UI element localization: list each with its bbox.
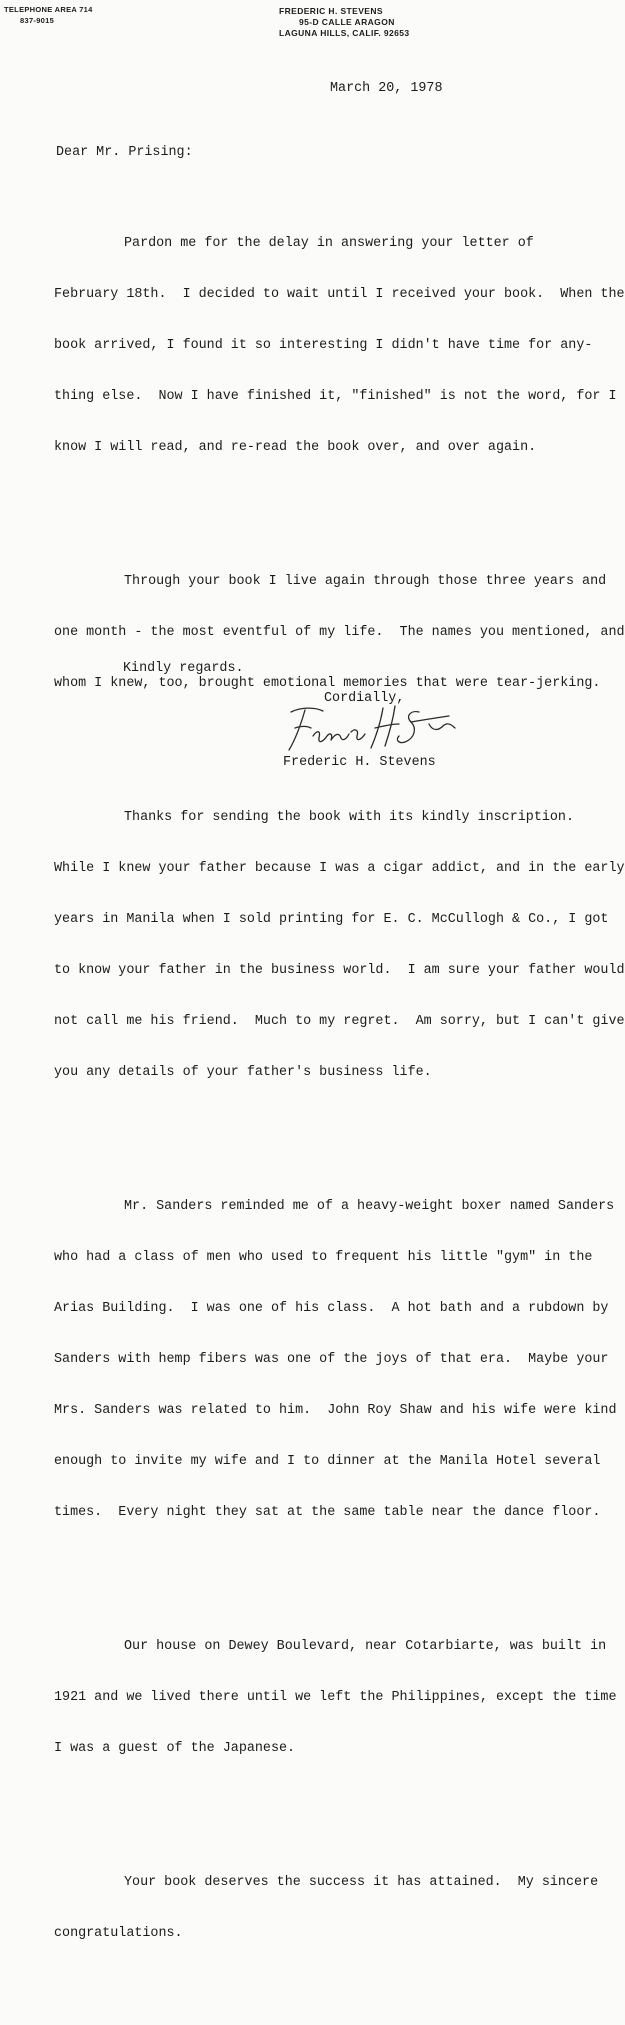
address-line-1: 95-D CALLE ARAGON [299,17,395,27]
body-line: Sanders with hemp fibers was one of the joys of that era. Maybe your [54,1352,609,1367]
body-line: book arrived, I found it so interesting I didn't have time for any- [54,338,593,353]
paragraph-1 [54,201,625,490]
paragraph-6 [54,1840,606,1976]
body-line: congratulations. [54,1926,183,1941]
handwritten-signature [283,702,463,760]
address-line-2: LAGUNA HILLS, CALIF. 92653 [279,28,410,38]
body-line: While I knew your father because I was a cigar addict, and in the early [54,861,625,876]
paragraph-3 [54,775,625,1115]
body-line: years in Manila when I sold printing for E. C. McCullogh & Co., I got [54,912,609,927]
body-line: you any details of your father's business life. [54,1065,432,1080]
salutation: Dear Mr. Prising: [56,145,193,160]
body-line: whom I knew, too, brought emotional memories that were tear-jerking. [54,676,601,691]
body-line: 1921 and we lived there until we left the Philippines, except the time [54,1690,617,1705]
body-line: Your book deserves the success it has attained. My sincere [124,1875,599,1890]
body-line: enough to invite my wife and I to dinner at the Manila Hotel several [54,1454,601,1469]
body-line: one month - the most eventful of my life. The names you mentioned, and [54,625,625,640]
body-line: not call me his friend. Much to my regret. Am sorry, but I can't give [54,1014,625,1029]
paragraph-4 [54,1164,617,1555]
closing-line: Kindly regards. [123,661,244,676]
body-line: Pardon me for the delay in answering your letter of [124,236,534,251]
body-line: Arias Building. I was one of his class. A hot bath and a rubdown by [54,1301,609,1316]
body-line: February 18th. I decided to wait until I received your book. When the [54,287,625,302]
body-line: Mrs. Sanders was related to him. John Roy Shaw and his wife were kind [54,1403,617,1418]
body-line: Through your book I live again through those three years and [124,574,607,589]
paragraph-5 [54,1604,617,1791]
body-line: Our house on Dewey Boulevard, near Cotarbiarte, was built in [124,1639,607,1654]
typed-signature-name: Frederic H. Stevens [283,755,436,770]
phone-label: TELEPHONE AREA 714 [4,5,93,14]
phone-number: 837-9015 [20,16,55,25]
body-line: Thanks for sending the book with its kindly inscription. [124,810,574,825]
body-line: I was a guest of the Japanese. [54,1741,296,1756]
letterhead [279,6,410,39]
body-line: times. Every night they sat at the same table near the dance floor. [54,1505,601,1520]
body-line: thing else. Now I have finished it, "finished" is not the word, for I [54,389,617,404]
body-line: know I will read, and re-read the book over, and over again. [54,440,537,455]
body-line: Mr. Sanders reminded me of a heavy-weight boxer named Sanders [124,1199,615,1214]
phone-block [4,4,93,26]
body-line: to know your father in the business world. I am sure your father would [54,963,625,978]
letter-date: March 20, 1978 [330,81,443,96]
letter-body [54,167,625,2025]
valediction: Cordially, [324,691,405,706]
sender-name: FREDERIC H. STEVENS [279,6,383,16]
body-line: who had a class of men who used to frequent his little "gym" in the [54,1250,593,1265]
